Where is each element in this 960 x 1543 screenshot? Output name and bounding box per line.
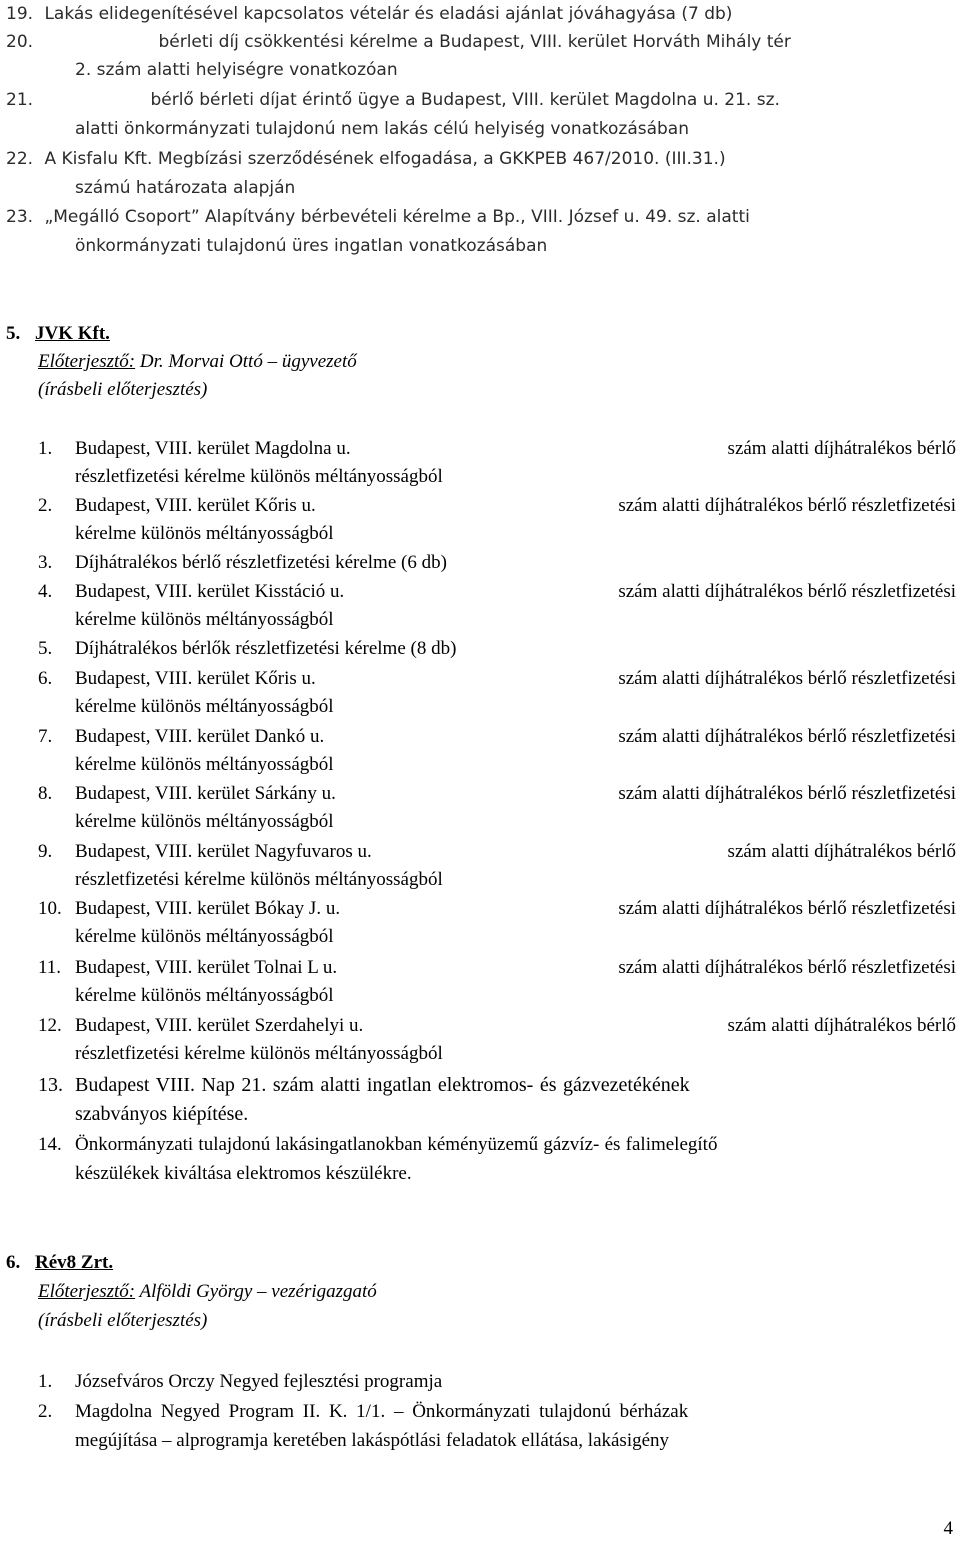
item-address: Budapest, VIII. kerület Dankó u. [75, 726, 325, 747]
item-text-continuation: alatti önkormányzati tulajdonú nem lakás célú helyiség vonatkozásában [75, 119, 689, 139]
item-text-continuation: önkormányzati tulajdonú üres ingatlan vonatkozásában [75, 236, 548, 256]
list-item [6, 88, 780, 112]
item-address: Budapest, VIII. kerület Sárkány u. [75, 783, 336, 804]
item-text: szám alatti díjhátralékos bérlő [727, 438, 956, 459]
item-text: szám alatti díjhátralékos bérlő részletfizetési [618, 581, 956, 602]
item-address: Budapest, VIII. kerület Kőris u. [75, 668, 316, 689]
item-address: Budapest, VIII. kerület Kőris u. [75, 495, 316, 516]
presenter-name: Alföldi György – vezérigazgató [135, 1281, 377, 1302]
list-item [75, 956, 956, 980]
item-text: szám alatti díjhátralékos bérlő részletfizetési [618, 495, 956, 516]
list-item: Józsefváros Orczy Negyed fejlesztési programja [75, 1371, 443, 1392]
item-number: 7. [38, 726, 53, 747]
list-item [75, 667, 956, 691]
item-number: 13. [38, 1074, 63, 1096]
list-item [75, 494, 956, 518]
item-number: 21. [6, 90, 34, 110]
list-item [6, 30, 791, 54]
item-number: 14. [38, 1134, 62, 1155]
item-text: szám alatti díjhátralékos bérlő [727, 1015, 956, 1036]
list-item: Díjhátralékos bérlő részletfizetési kérelme (6 db) [75, 552, 447, 573]
item-text: Lakás elidegenítésével kapcsolatos vételár és eladási ajánlat jóváhagyása (7 db) [44, 4, 733, 24]
list-item [75, 725, 956, 749]
item-address: Budapest, VIII. kerület Bókay J. u. [75, 898, 341, 919]
section-heading [6, 1251, 113, 1275]
list-item [75, 580, 956, 604]
item-text-continuation: kérelme különös méltányosságból [75, 696, 334, 717]
item-number: 8. [38, 783, 53, 804]
item-number: 12. [38, 1015, 62, 1036]
section-heading [6, 322, 110, 346]
item-address: Budapest, VIII. kerület Kisstáció u. [75, 581, 345, 602]
presenter-line [38, 1280, 377, 1304]
item-number: 10. [38, 898, 62, 919]
item-text-continuation: 2. szám alatti helyiségre vonatkozóan [75, 60, 398, 80]
item-text-continuation: kérelme különös méltányosságból [75, 609, 334, 630]
presentation-type: (írásbeli előterjesztés) [38, 379, 208, 400]
item-text-continuation: részletfizetési kérelme különös méltányosságból [75, 869, 443, 890]
item-text: szám alatti díjhátralékos bérlő [727, 841, 956, 862]
item-text-continuation: kérelme különös méltányosságból [75, 926, 334, 947]
list-item [6, 2, 732, 26]
item-number: 2. [38, 495, 53, 516]
item-text-continuation: számú határozata alapján [75, 178, 296, 198]
section-number: 6. [6, 1252, 21, 1273]
item-number: 4. [38, 581, 53, 602]
list-item [75, 1014, 956, 1038]
item-text: A Kisfalu Kft. Megbízási szerződésének elfogadása, a GKKPEB 467/2010. (III.31.) [44, 149, 726, 169]
item-text-continuation: kérelme különös méltányosságból [75, 523, 334, 544]
item-text-continuation: készülékek kiváltása elektromos készülékre. [75, 1163, 412, 1184]
item-text-continuation: részletfizetési kérelme különös méltányosságból [75, 1043, 443, 1064]
item-text: szám alatti díjhátralékos bérlő részletfizetési [618, 726, 956, 747]
list-item [75, 437, 956, 461]
item-text: „Megálló Csoport” Alapítvány bérbevételi kérelme a Bp., VIII. József u. 49. sz. alatti [44, 207, 750, 227]
section-title: JVK Kft. [35, 323, 110, 344]
presentation-type: (írásbeli előterjesztés) [38, 1310, 208, 1331]
presenter-label: Előterjesztő: [38, 1281, 136, 1302]
item-text: bérleti díj csökkentési kérelme a Budapest, VIII. kerület Horváth Mihály tér [158, 32, 791, 52]
item-number: 20. [6, 32, 34, 52]
item-number: 11. [38, 957, 62, 978]
presenter-label: Előterjesztő: [38, 351, 136, 372]
list-item: Budapest VIII. Nap 21. szám alatti ingatlan elektromos- és gázvezetékének [75, 1074, 690, 1096]
list-item [75, 840, 956, 864]
item-text-continuation: részletfizetési kérelme különös méltányosságból [75, 466, 443, 487]
item-number: 3. [38, 552, 53, 573]
item-text: szám alatti díjhátralékos bérlő részletfizetési [618, 898, 956, 919]
item-text-continuation: kérelme különös méltányosságból [75, 985, 334, 1006]
list-item [6, 205, 750, 229]
section-title: Rév8 Zrt. [35, 1252, 114, 1273]
presenter-line [38, 350, 357, 374]
item-text-continuation: szabványos kiépítése. [75, 1103, 249, 1125]
list-item: Önkormányzati tulajdonú lakásingatlanokban kéményüzemű gázvíz- és falimelegítő [75, 1134, 718, 1155]
list-item [75, 782, 956, 806]
item-address: Budapest, VIII. kerület Szerdahelyi u. [75, 1015, 364, 1036]
item-text: bérlő bérleti díjat érintő ügye a Budapest, VIII. kerület Magdolna u. 21. sz. [150, 90, 780, 110]
item-text: szám alatti díjhátralékos bérlő részletfizetési [618, 668, 956, 689]
item-text-continuation: kérelme különös méltányosságból [75, 754, 334, 775]
item-text: szám alatti díjhátralékos bérlő részletfizetési [618, 783, 956, 804]
page-number: 4 [943, 1518, 953, 1539]
item-number: 23. [6, 207, 34, 227]
list-item: Díjhátralékos bérlők részletfizetési kérelme (8 db) [75, 638, 457, 659]
item-address: Budapest, VIII. kerület Nagyfuvaros u. [75, 841, 372, 862]
item-text-continuation: kérelme különös méltányosságból [75, 811, 334, 832]
item-number: 22. [6, 149, 34, 169]
item-number: 6. [38, 668, 53, 689]
item-number: 5. [38, 638, 53, 659]
item-text-continuation: megújítása – alprogramja keretében lakáspótlási feladatok ellátása, lakásigény [75, 1430, 670, 1451]
item-number: 19. [6, 4, 34, 24]
list-item [6, 147, 726, 171]
item-number: 9. [38, 841, 53, 862]
item-number: 1. [38, 1371, 53, 1392]
list-item [75, 897, 956, 921]
section-number: 5. [6, 323, 21, 344]
presenter-name: Dr. Morvai Ottó – ügyvezető [135, 351, 357, 372]
item-address: Budapest, VIII. kerület Tolnai L u. [75, 957, 338, 978]
item-text: szám alatti díjhátralékos bérlő részletfizetési [618, 957, 956, 978]
item-address: Budapest, VIII. kerület Magdolna u. [75, 438, 351, 459]
item-number: 1. [38, 438, 53, 459]
list-item: Magdolna Negyed Program II. K. 1/1. – Önkormányzati tulajdonú bérházak [75, 1401, 689, 1422]
item-number: 2. [38, 1401, 53, 1422]
